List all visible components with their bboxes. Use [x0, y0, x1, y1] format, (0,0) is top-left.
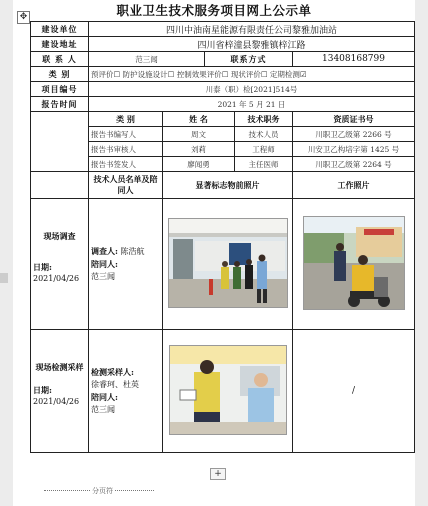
testing-work-photo-cell: [293, 330, 415, 453]
testing-staff-cell: [89, 330, 163, 453]
staff-cert[interactable]: 川职卫乙级第 2266 号: [293, 127, 415, 142]
staff-header-name: 姓 名: [163, 112, 235, 127]
project-number-value[interactable]: 川泰（职）检[2021]514号: [89, 82, 415, 97]
staff-header-cert: 资质证书号: [293, 112, 415, 127]
staff-row: [31, 142, 415, 157]
type-label: 类 别: [31, 67, 89, 82]
testing-companion-label: 陪同人:: [91, 392, 118, 402]
testing-date-value: 2021/04/26: [33, 397, 80, 406]
testing-date-label: 日期:: [33, 385, 52, 395]
survey-date-label: 日期:: [33, 262, 52, 272]
investigator-label: 调查人:: [91, 246, 118, 256]
staff-cert[interactable]: 川安卫乙构培字第 1425 号: [293, 142, 415, 157]
build-address-value[interactable]: 四川省梓潼县黎雅镇梓江路: [89, 37, 415, 52]
staff-row: [31, 157, 415, 172]
staff-empty-cell: [31, 112, 89, 172]
staff-cert[interactable]: 川职卫乙级第 2264 号: [293, 157, 415, 172]
sampler-value[interactable]: 徐睿珂、杜英: [91, 380, 139, 389]
testing-landmark-photo-cell: [163, 330, 293, 453]
survey-section: [31, 199, 89, 330]
photo-header-landmark: 显著标志物前照片: [163, 172, 293, 199]
staff-title[interactable]: 主任医师: [235, 157, 293, 172]
build-unit-value[interactable]: 四川中油南星能源有限责任公司黎雅加油站: [89, 22, 415, 37]
photo-header-staff: 技术人员名单及陪同人: [89, 172, 163, 199]
document-title: 职业卫生技术服务项目网上公示单: [116, 3, 312, 18]
disclosure-table: [30, 21, 415, 453]
staff-name[interactable]: 廖闻勇: [163, 157, 235, 172]
staff-header-title: 技术职务: [235, 112, 293, 127]
staff-header-category: 类 别: [89, 112, 163, 127]
staff-row: [31, 127, 415, 142]
survey-companion-value[interactable]: 范三闻: [91, 272, 115, 281]
phone-label: 联系方式: [205, 52, 293, 67]
survey-companion-label: 陪同人:: [91, 259, 118, 269]
contact-value[interactable]: 范三闻: [89, 52, 205, 67]
report-time-label: 报告时间: [31, 97, 89, 112]
phone-value[interactable]: 13408168799: [293, 52, 415, 67]
testing-companion-value[interactable]: 范三闻: [91, 405, 115, 414]
survey-staff-cell: [89, 199, 163, 330]
project-number-label: 项目编号: [31, 82, 89, 97]
testing-landmark-photo[interactable]: [169, 345, 287, 435]
testing-section: [31, 330, 89, 453]
add-row-button[interactable]: +: [210, 468, 226, 480]
page-break-label: 分页符: [92, 487, 113, 495]
sampling-scene-image: [170, 346, 286, 434]
sampler-label: 检测采样人:: [91, 367, 134, 377]
staff-title[interactable]: 工程师: [235, 142, 293, 157]
staff-title[interactable]: 技术人员: [235, 127, 293, 142]
gas-station-scene-image: [169, 219, 287, 307]
staff-category[interactable]: 报告书编写人: [89, 127, 163, 142]
survey-label: 现场调查: [43, 231, 76, 241]
staff-category[interactable]: 报告书审核人: [89, 142, 163, 157]
table-move-handle-icon[interactable]: ✥: [17, 11, 30, 24]
survey-date-value: 2021/04/26: [33, 274, 80, 283]
testing-label: 现场检测采样: [35, 362, 84, 372]
contact-label: 联 系 人: [31, 52, 89, 67]
staff-name[interactable]: 刘莉: [163, 142, 235, 157]
photo-header-work: 工作照片: [293, 172, 415, 199]
build-address-label: 建设地址: [31, 37, 89, 52]
survey-work-photo[interactable]: [303, 216, 405, 310]
staff-category[interactable]: 报告书签发人: [89, 157, 163, 172]
survey-landmark-photo-cell: [163, 199, 293, 330]
build-unit-label: 建设单位: [31, 22, 89, 37]
investigator-value[interactable]: 陈浩航: [120, 247, 145, 256]
survey-work-photo-cell: [293, 199, 415, 330]
type-options[interactable]: 预评价☐ 防护设施设计☐ 控制效果评价☐ 现状评价☐ 定期检测☑: [89, 67, 415, 82]
field-interview-scene-image: [304, 217, 404, 309]
photo-header-empty: [31, 172, 89, 199]
survey-landmark-photo[interactable]: [168, 218, 288, 308]
side-ruler-marker: [0, 273, 8, 283]
staff-name[interactable]: 周文: [163, 127, 235, 142]
report-time-value[interactable]: 2021 年 5 月 21 日: [89, 97, 415, 112]
testing-work-photo-placeholder: /: [351, 386, 356, 396]
